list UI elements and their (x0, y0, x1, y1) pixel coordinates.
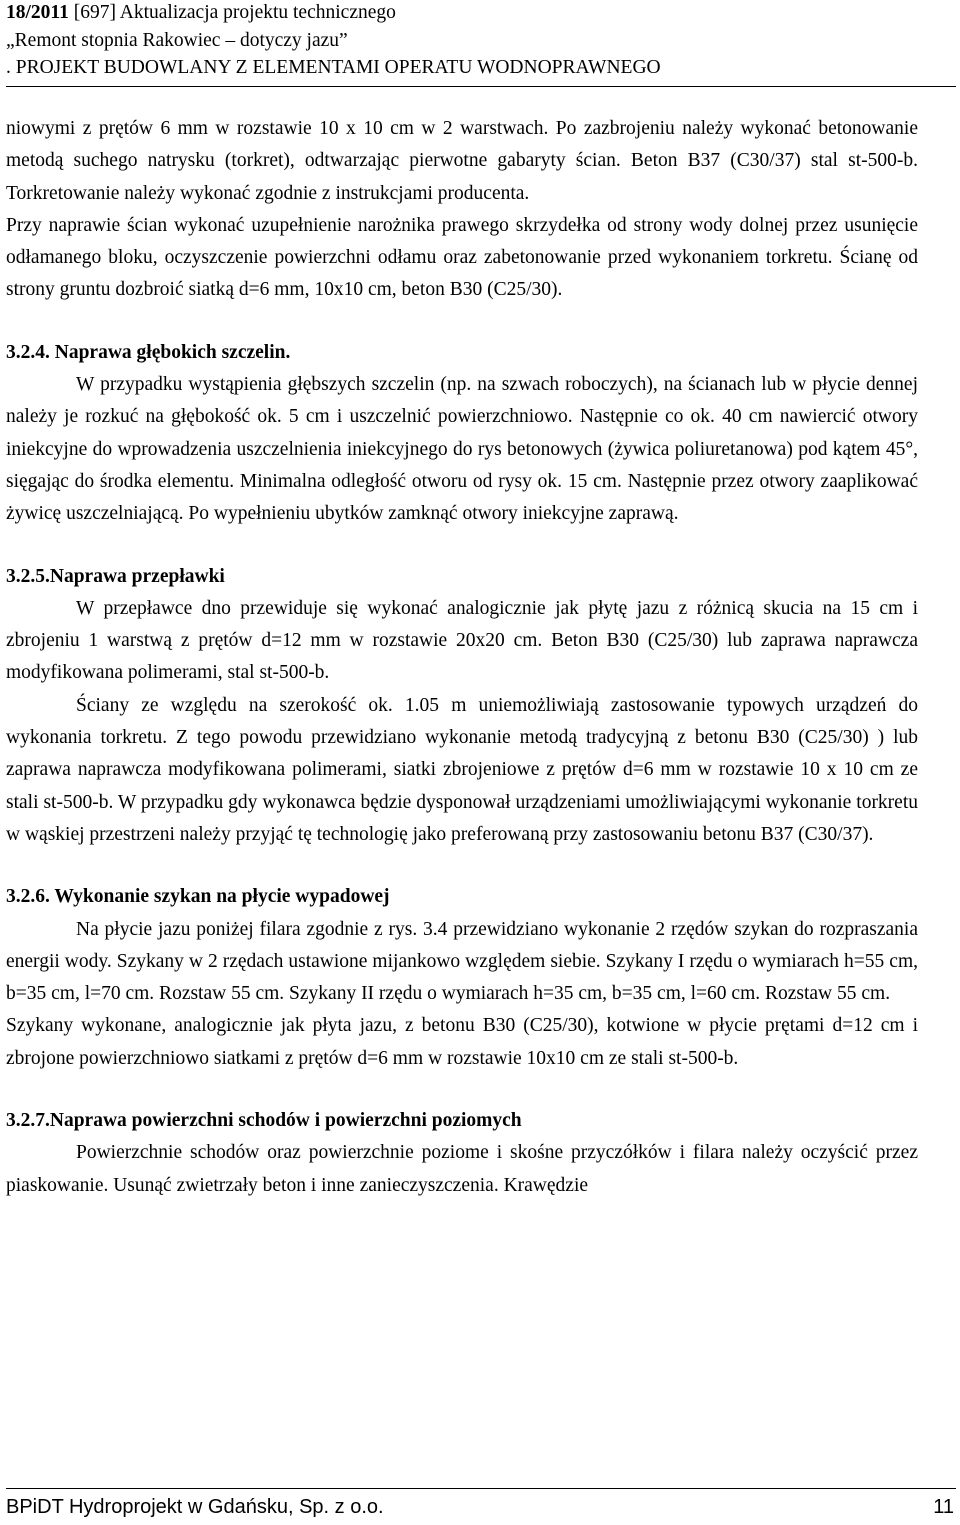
paragraph: W przepławce dno przewiduje się wykonać analogicznie jak płytę jazu z różnicą skucia na 15 cm i zbrojeniu 1 warstwą z prętów d=12 mm w rozstawie 20x20 cm. Beton B30 (C25/30) lub zaprawa naprawcza modyfikowana polimerami, stal st-500-b. (6, 597, 918, 684)
paragraph: Przy naprawie ścian wykonać uzupełnienie narożnika prawego skrzydełka od strony wody dolnej przez usunięcie odłamanego bloku, oczyszczenie powierzchni odłamu oraz zabetonowanie przed wykonaniem torkretu. Ścianę od strony gruntu dozbroić siatką d=6 mm, 10x10 cm, beton B30 (C25/30). (6, 214, 918, 301)
footer-company: BPiDT Hydroprojekt w Gdańsku, Sp. z o.o. (6, 1496, 384, 1518)
section-heading: 3.2.5.Naprawa przepławki (6, 565, 225, 587)
project-line: . PROJEKT BUDOWLANY Z ELEMENTAMI OPERATU WODNOPRAWNEGO (6, 57, 661, 78)
document-body (6, 113, 918, 1202)
page-number: 11 (933, 1496, 954, 1518)
section-heading: 3.2.7.Naprawa powierzchni schodów i powierzchni poziomych (6, 1110, 522, 1132)
paragraph: Na płycie jazu poniżej filara zgodnie z rys. 3.4 przewidziano wykonanie 2 rzędów szykan do rozpraszania energii wody. Szykany w 2 rzędach ustawione mijankowo względem siebie. Szykany I rzędu o wymiarach h=55 cm, b=35 cm, l=70 cm. Rozstaw 55 cm. Szykany II rzędu o wymiarach h=35 cm, b=35 cm, l=60 cm. Rozstaw 55 cm. (6, 918, 918, 1005)
paragraph: Powierzchnie schodów oraz powierzchnie poziome i skośne przyczółków i filara należy oczyścić przez piaskowanie. Usunąć zwietrzały beton i inne zanieczyszczenia. Krawędzie (6, 1142, 918, 1196)
footer-divider (6, 1488, 956, 1489)
paragraph: W przypadku wystąpienia głębszych szczelin (np. na szwach roboczych), na ścianach lub w płycie dennej należy je rozkuć na głębokość ok. 5 cm i uszczelnić powierzchniowo. Następnie co ok. 40 cm nawiercić otwory iniekcyjne do wprowadzenia uszczelnienia iniekcyjnego do rys betonowych (żywica poliuretanowa) pod kątem 45°, sięgając do środka elementu. Minimalna odległość otworu od rysy ok. 15 cm. Następnie przez otwory zaaplikować żywicę uszczelniającą. Po wypełnieniu ubytków zamknąć otwory iniekcyjne zaprawą. (6, 374, 918, 525)
spacer (6, 531, 918, 561)
paragraph: Ściany ze względu na szerokość ok. 1.05 m uniemożliwiają zastosowanie typowych urządzeń do wykonania torkretu. Z tego powodu przewidziano wykonanie metodą tradycyjną z betonu B30 (C25/30) ) lub zaprawa naprawcza modyfikowana polimerami, siatki zbrojeniowe z prętów d=6 mm w rozstawie 10 x 10 cm ze stali st-500-b. W przypadku gdy wykonawca będzie dysponował urządzeniami umożliwiającymi wykonanie torkretu w wąskiej przestrzeni należy przyjąć tę technologię jako preferowaną przy zastosowaniu betonu B37 (C30/37). (6, 694, 918, 845)
spacer (6, 307, 918, 337)
document-subtitle: „Remont stopnia Rakowiec – dotyczy jazu” (6, 30, 348, 51)
paragraph: niowymi z prętów 6 mm w rozstawie 10 x 10 cm w 2 warstwach. Po zazbrojeniu należy wykonać betonowanie metodą suchego natrysku (torkret), odtwarzając pierwotne gabaryty ścian. Beton B37 (C30/37) stal st-500-b. Torkretowanie należy wykonać zgodnie z instrukcjami producenta. (6, 118, 918, 204)
document-title: [697] Aktualizacja projektu technicznego (73, 2, 396, 23)
paragraph: Szykany wykonane, analogicznie jak płyta jazu, z betonu B30 (C25/30), kotwione w płycie prętami d=12 cm i zbrojone powierzchniowo siatkami z prętów d=6 mm w rozstawie 10x10 cm ze stali st-500-b. (6, 1015, 918, 1069)
issue-number: 18/2011 (6, 2, 69, 23)
section-heading: 3.2.4. Naprawa głębokich szczelin. (6, 341, 291, 363)
header-line-1 (6, 1, 396, 25)
spacer (6, 851, 918, 881)
spacer (6, 1075, 918, 1105)
header-divider (6, 86, 956, 87)
section-heading: 3.2.6. Wykonanie szykan na płycie wypadowej (6, 886, 390, 908)
